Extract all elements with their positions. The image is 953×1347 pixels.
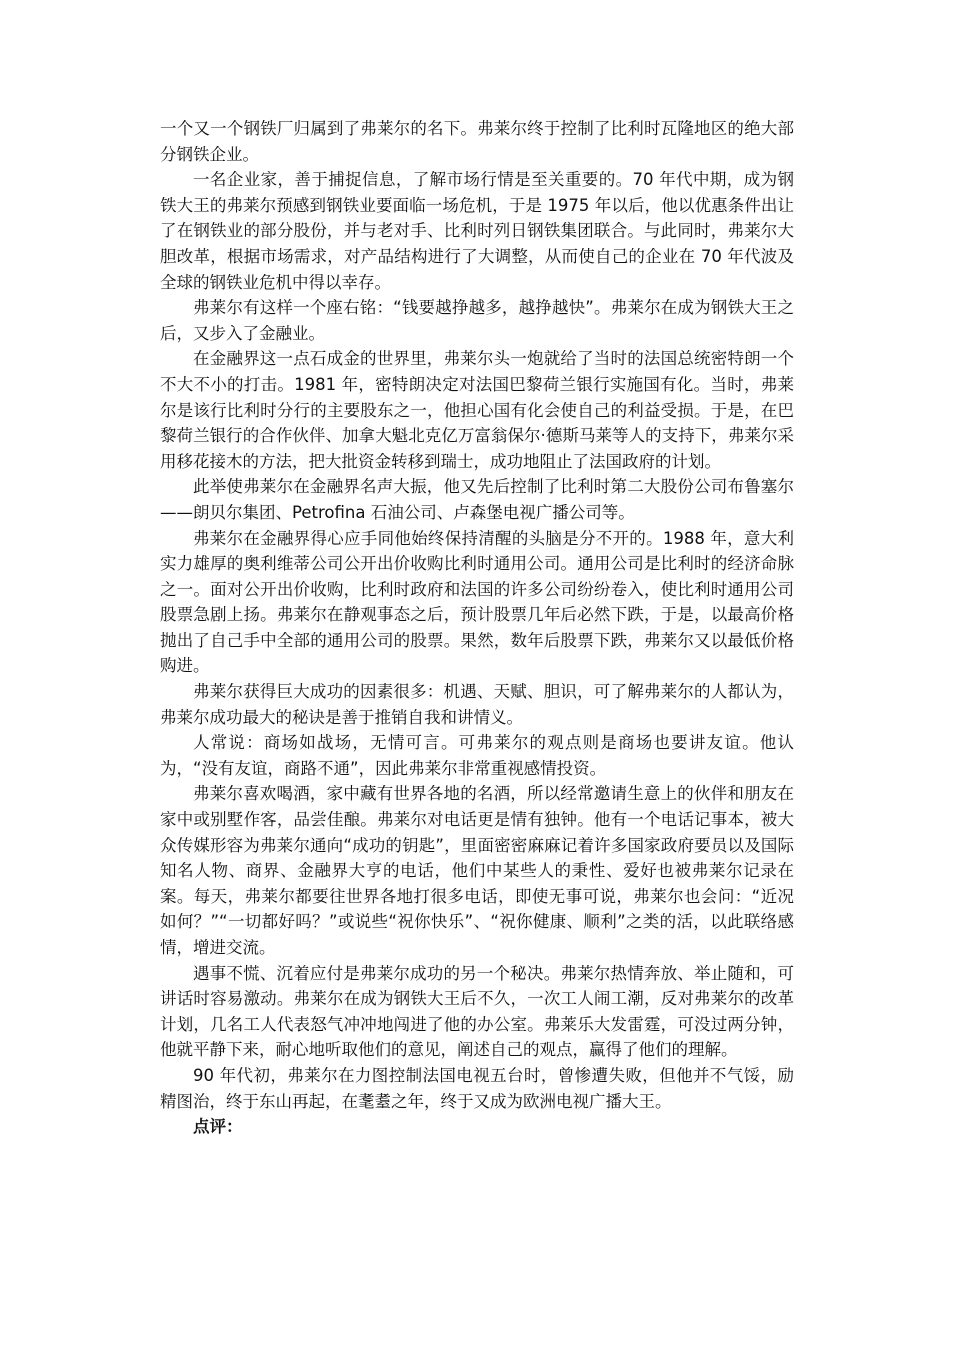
comment-label: 点评： [193, 1117, 243, 1137]
paragraph: 弗莱尔喜欢喝酒，家中藏有世界各地的名酒，所以经常邀请生意上的伙伴和朋友在家中或别墅作客，品尝佳酿。弗莱尔对电话更是情有独钟。他有一个电话记事本，被大众传媒形容为弗莱尔通向“成功的钥匙”，里面密密麻麻记着许多国家政府要员以及国际知名人物、商界、金融界大亨的电话，他们中某些人的秉性、爱好也被弗莱尔记录在案。每天，弗莱尔都要往世界各地打很多电话，即使无事可说，弗莱尔也会问：“近况如何？”“一切都好吗？”或说些“祝你快乐”、“祝你健康、顺利”之类的活，以此联络感情，增进交流。 [160, 784, 794, 957]
paragraph: 弗莱尔有这样一个座右铭：“钱要越挣越多，越挣越快”。弗莱尔在成为钢铁大王之后，又步入了金融业。 [160, 298, 794, 343]
paragraph-continuation: 一个又一个钢铁厂归属到了弗莱尔的名下。弗莱尔终于控制了比利时瓦隆地区的绝大部分钢铁企业。 [160, 119, 794, 164]
paragraph: 弗莱尔在金融界得心应手同他始终保持清醒的头脑是分不开的。1988 年，意大利实力雄厚的奥利维蒂公司公开出价收购比利时通用公司。通用公司是比利时的经济命脉之一。面对公开出价收购，比利时政府和法国的许多公司纷纷卷入，使比利时通用公司股票急剧上扬。弗莱尔在静观事态之后，预计股票几年后必然下跌，于是，以最高价格抛出了自己手中全部的通用公司的股票。果然，数年后股票下跌，弗莱尔又以最低价格购进。 [160, 528, 794, 676]
paragraph: 此举使弗莱尔在金融界名声大振，他又先后控制了比利时第二大股份公司布鲁塞尔——朗贝尔集团、Petrofina 石油公司、卢森堡电视广播公司等。 [160, 477, 794, 522]
paragraph: 遇事不慌、沉着应付是弗莱尔成功的另一个秘决。弗莱尔热情奔放、举止随和，可讲话时容易激动。弗莱尔在成为钢铁大王后不久，一次工人闹工潮，反对弗莱尔的改革计划，几名工人代表怒气冲冲地闯进了他的办公室。弗莱乐大发雷霆，可没过两分钟，他就平静下来，耐心地听取他们的意见，阐述自己的观点，赢得了他们的理解。 [160, 963, 794, 1060]
paragraph: 在金融界这一点石成金的世界里，弗莱尔头一炮就给了当时的法国总统密特朗一个不大不小的打击。1981 年，密特朗决定对法国巴黎荷兰银行实施国有化。当时，弗莱尔是该行比利时分行的主要股东之一，他担心国有化会使自己的利益受损。于是，在巴黎荷兰银行的合作伙伴、加拿大魁北克亿万富翁保尔·德斯马莱等人的支持下，弗莱尔采用移花接木的方法，把大批资金转移到瑞士，成功地阻止了法国政府的计划。 [160, 349, 794, 471]
document-body [160, 116, 794, 1140]
paragraph: 弗莱尔获得巨大成功的因素很多：机遇、天赋、胆识，可了解弗莱尔的人都认为，弗莱尔成功最大的秘诀是善于推销自我和讲情义。 [160, 682, 794, 727]
paragraph: 人常说：商场如战场，无情可言。可弗莱尔的观点则是商场也要讲友谊。他认为，“没有友谊，商路不通”，因此弗莱尔非常重视感情投资。 [160, 733, 794, 778]
paragraph: 一名企业家，善于捕捉信息，了解市场行情是至关重要的。70 年代中期，成为钢铁大王的弗莱尔预感到钢铁业要面临一场危机，于是 1975 年以后，他以优惠条件出让了在钢铁业的部分股份，并与老对手、比利时列日钢铁集团联合。与此同时，弗莱尔大胆改革，根据市场需求，对产品结构进行了大调整，从而使自己的企业在 70 年代波及全球的钢铁业危机中得以幸存。 [160, 170, 794, 292]
paragraph: 90 年代初，弗莱尔在力图控制法国电视五台时，曾惨遭失败，但他并不气馁，励精图治，终于东山再起，在耄耋之年，终于又成为欧洲电视广播大王。 [160, 1065, 794, 1111]
